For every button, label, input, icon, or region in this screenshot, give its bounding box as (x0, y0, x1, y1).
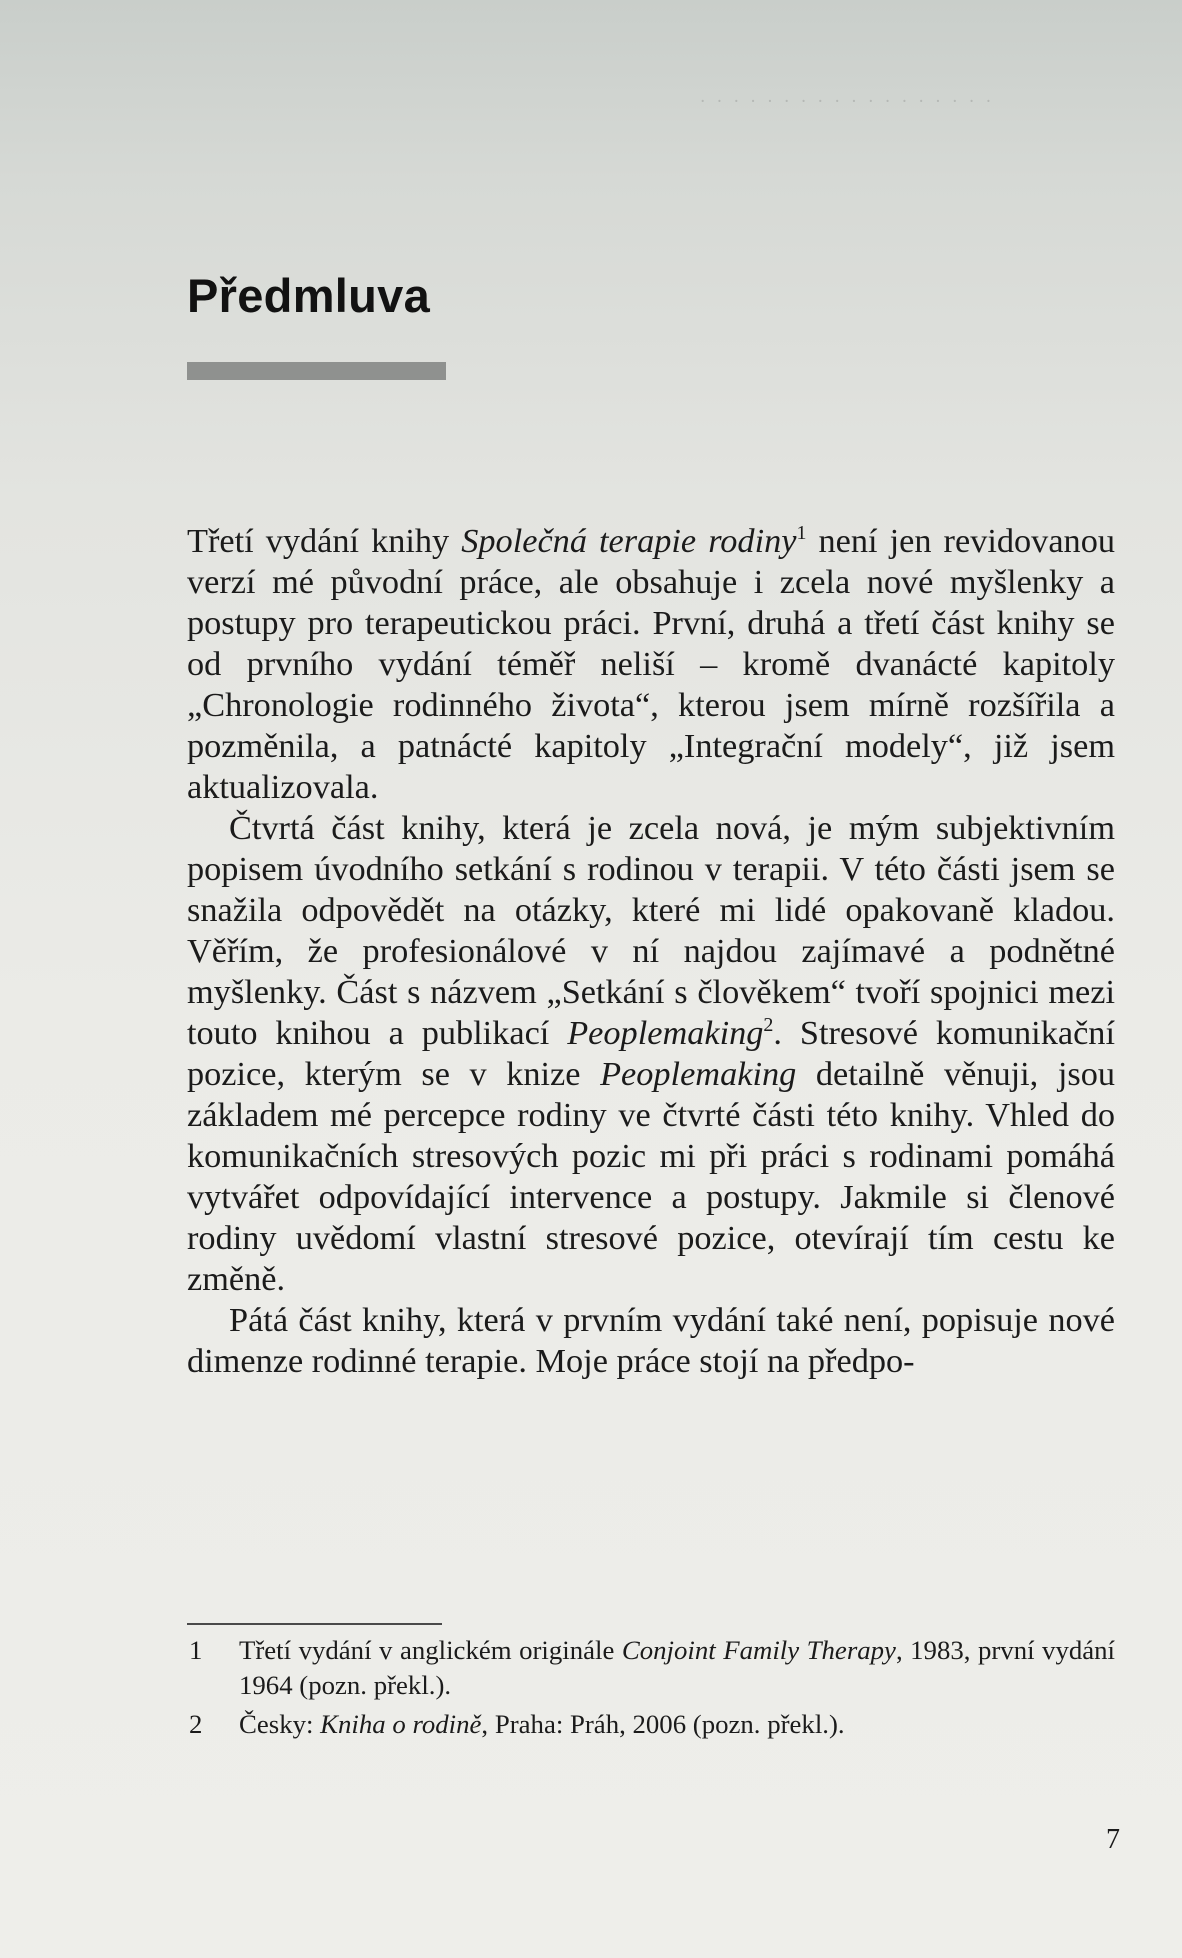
book-title: Společná terapie rodiny (461, 522, 797, 560)
body-text (187, 521, 1115, 1382)
book-title: Kniha o rodině (320, 1709, 482, 1739)
footnote-number: 2 (189, 1709, 203, 1739)
title-underline-bar (187, 362, 446, 380)
footnote-ref-1: 1 (796, 522, 807, 544)
chapter-title: Předmluva (187, 269, 431, 322)
footnote-number: 1 (189, 1635, 203, 1665)
book-title: Peoplemaking (567, 1014, 764, 1052)
footnote-1: 1 Třetí vydání v anglickém originále Conjoint Family Therapy, 1983, první vydání 1964 (pozn. překl.). (189, 1635, 1115, 1700)
paragraph-2: Čtvrtá část knihy, která je zcela nová, je mým subjektivním popisem úvodního setkání s rodinou v terapii. V této části jsem se snažila odpovědět na otázky, které mi lidé opakovaně kladou. Věřím, že profesionálové v ní najdou zajímavé a podnětné myšlenky. Část s názvem „Setkání s člověkem“ tvoří spojnici mezi touto knihou a publikací Peoplemaking$^2$. Stresové komunikační pozice, kterým se v knize Peoplemaking detailně věnuji, jsou základem mé percepce rodiny ve čtvrté části této knihy. Vhled do komunikačních stresových pozic mi při práci s rodinami pomáhá vytvářet odpovídající intervence a postupy. Jakmile si členové rodiny uvědomí vlastní stresové pozice, otevírají tím cestu ke změně. (187, 809, 1116, 1298)
footnote-ref-2: 2 (763, 1014, 774, 1036)
paragraph-3: Pátá část knihy, která v prvním vydání také není, popisuje nové dimenze rodinné terapie. Moje práce stojí na předpo- (187, 1301, 1115, 1380)
bleed-through-running-head: · · · · · · · · · · · · · · · · · · (700, 92, 995, 112)
footnote-separator (187, 1623, 442, 1625)
footnote-2: 2 Česky: Kniha o rodině, Praha: Práh, 2006 (pozn. překl.). (187, 1707, 1115, 1742)
book-title: Conjoint Family Therapy (621, 1635, 896, 1665)
page-number: 7 (1106, 1824, 1120, 1855)
paragraph-1: Třetí vydání knihy Společná terapie rodiny$^1$ není jen revidovanou verzí mé původní práce, ale obsahuje i zcela nové myšlenky a postupy pro terapeutickou práci. První, druhá a třetí část knihy se od prvního vydání téměř neliší – kromě dvanácté kapitoly „Chronologie rodinného života“, kterou jsem mírně rozšířila a pozměnila, a patnácté kapitoly „Integrační modely“, již jsem aktualizovala. (187, 522, 1115, 806)
footnotes (187, 1633, 1115, 1746)
book-title: Peoplemaking (600, 1055, 797, 1093)
